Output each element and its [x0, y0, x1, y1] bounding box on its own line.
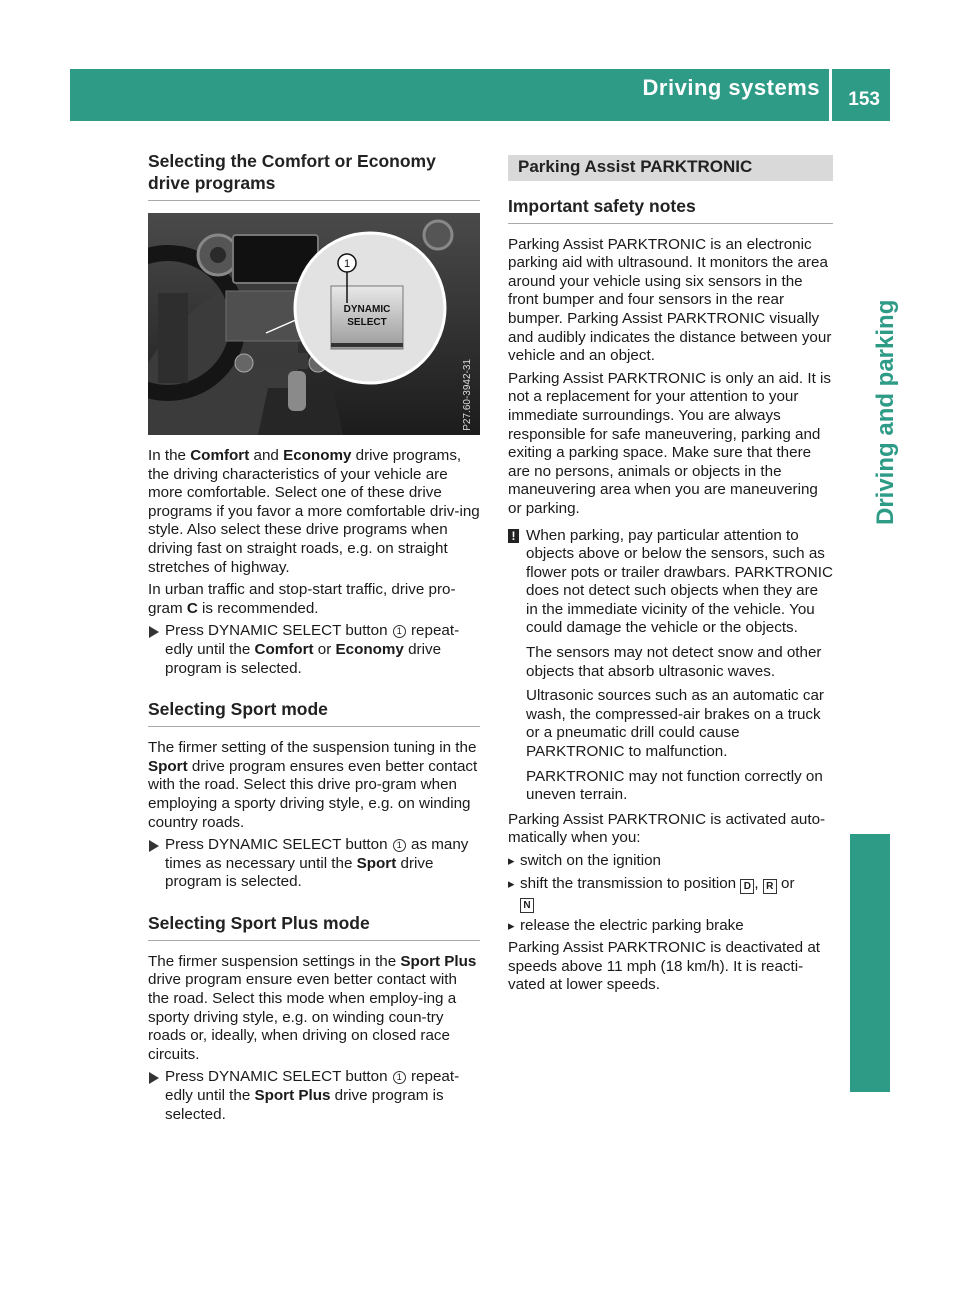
list-item: ▸ shift the transmission to position D , R or N — [508, 875, 833, 913]
warning-p4: PARKTRONIC may not function correctly on uneven terrain. — [526, 767, 823, 804]
header-divider — [829, 69, 832, 121]
section-heading-sport — [148, 698, 480, 727]
side-tab-marker — [850, 834, 890, 1092]
sport-paragraph: The firmer setting of the suspension tuning in the Sport drive program ensures even better contact with the road. Select this drive pro-gram when employing a sporty driving style, e.g. on winding country roads. — [148, 739, 478, 831]
side-tab-label: Driving and parking — [872, 300, 899, 526]
header-bar — [70, 69, 890, 121]
section-title-parktronic: Parking Assist PARKTRONIC — [508, 155, 833, 181]
heading-comfort-line1: Selecting the Comfort or Economy — [148, 151, 436, 171]
header-title: Driving systems — [642, 75, 820, 100]
heading-comfort-line2: drive programs — [148, 173, 276, 193]
sport-plus-paragraph: The firmer suspension settings in the Sport Plus drive program ensure even better contact with the road. Select this mode when employ-ing a sporty driving style, e.g. on winding coun-try roads or, ideally, when driving on closed race circuits. — [148, 952, 477, 1063]
section-heading-sport-plus — [148, 912, 480, 941]
step-comfort: Press DYNAMIC SELECT button 1 repeat-edly until the Comfort or Economy drive program is selected. — [148, 622, 480, 678]
parktronic-aid-note: Parking Assist PARKTRONIC is only an aid. It is not a replacement for your attention to your immediate surroundings. You are always responsible for safe maneuvering, parking and exiting a parking space. Make sure that there are no persons, animals or objects in the maneuvering area when you are maneuvering or parking. — [508, 369, 831, 517]
button-label-line1: DYNAMIC — [343, 304, 391, 315]
subheading-safety — [508, 195, 833, 224]
list-item: ▸ switch on the ignition — [508, 852, 833, 871]
dashboard-figure — [148, 213, 480, 435]
warning-p1: When parking, pay particular attention to objects above or below the sensors, such as flower pots or trailer drawbars. PARKTRONIC does not detect such objects when they are in the immediate vicinity of the vehicle. You could damage the vehicle or the objects. — [526, 526, 833, 637]
button-label-line2: SELECT — [347, 317, 387, 328]
position-d-icon: D — [740, 879, 754, 894]
callout-1-icon: 1 — [393, 839, 406, 852]
comfort-paragraph: In the Comfort and Economy drive programs, the driving characteristics of your vehicle are more comfortable. Select one of these drive programs if you favor a more comfortable driv-ing style. Also select these drive programs when driving fast on straight roads, e.g. on straight stretches of highway. — [148, 447, 480, 576]
section-heading-comfort — [148, 150, 480, 201]
page-number: 153 — [848, 89, 880, 110]
callout-1-icon: 1 — [393, 625, 406, 638]
right-column — [508, 155, 833, 999]
position-n-icon: N — [520, 898, 534, 913]
warning-icon: ! — [508, 529, 519, 543]
heading-sport-plus: Selecting Sport Plus mode — [148, 912, 370, 933]
heading-sport: Selecting Sport mode — [148, 699, 328, 720]
callout-number: 1 — [343, 258, 351, 270]
left-column — [148, 150, 480, 1128]
position-r-icon: R — [763, 879, 777, 894]
step-sport: Press DYNAMIC SELECT button 1 as many times as necessary until the Sport drive program is selected. — [148, 836, 480, 892]
warning-p2: The sensors may not detect snow and other objects that absorb ultrasonic waves. — [526, 644, 822, 680]
list-item: ▸ release the electric parking brake — [508, 917, 833, 936]
figure-reference: P27.60-3942-31 — [462, 359, 474, 431]
activation-intro: Parking Assist PARKTRONIC is activated auto-matically when you: — [508, 810, 826, 847]
parktronic-intro: Parking Assist PARKTRONIC is an electronic parking aid with ultrasound. It monitors the area around your vehicle using six sensors in the front bumper and four sensors in the rear bumper. Parking Assist PARKTRONIC visually and audibly indicates the distance between your vehicle and an object. — [508, 235, 832, 365]
warning-block — [508, 527, 833, 805]
heading-safety-notes: Important safety notes — [508, 195, 696, 216]
dashboard-illustration — [148, 213, 480, 435]
callout-1-icon: 1 — [393, 1071, 406, 1084]
warning-p3: Ultrasonic sources such as an automatic car wash, the compressed-air brakes on a truck or a pneumatic drill could cause PARKTRONIC to malfunction. — [526, 687, 824, 761]
step-sport-plus: Press DYNAMIC SELECT button 1 repeat-edly until the Sport Plus drive program is selected. — [148, 1068, 480, 1124]
urban-paragraph: In urban traffic and stop-start traffic, drive pro-gram C is recommended. — [148, 581, 456, 617]
deactivation-note: Parking Assist PARKTRONIC is deactivated at speeds above 11 mph (18 km/h). It is reacti-vated at lower speeds. — [508, 939, 821, 994]
